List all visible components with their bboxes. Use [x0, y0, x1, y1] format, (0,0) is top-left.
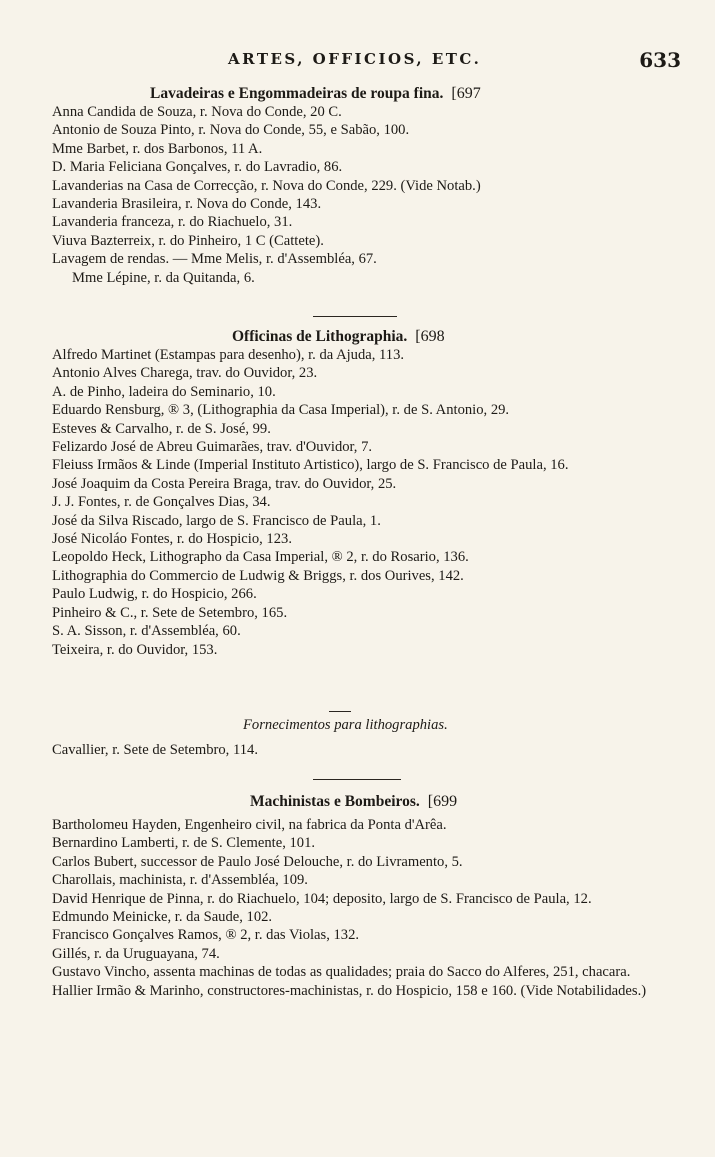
section-divider — [313, 779, 401, 780]
section-ref: [699 — [427, 793, 458, 810]
section-machinistas — [0, 792, 715, 1000]
section-title: Officinas de Lithographia. — [232, 328, 408, 345]
list-entry: José da Silva Riscado, largo de S. Francisco de Paula, 1. — [52, 512, 381, 529]
list-entry: José Joaquim da Costa Pereira Braga, trav. do Ouvidor, 25. — [52, 475, 397, 492]
list-entry: Esteves & Carvalho, r. de S. José, 99. — [52, 420, 271, 437]
list-entry: Francisco Gonçalves Ramos, ® 2, r. das Violas, 132. — [52, 927, 360, 944]
section-heading — [0, 327, 715, 346]
list-entry: Mme Barbet, r. dos Barbonos, 11 A. — [52, 140, 263, 157]
list-entry: Edmundo Meinicke, r. da Saude, 102. — [52, 909, 273, 926]
section-ref: [697 — [451, 85, 481, 102]
list-entry: Lithographia do Commercio de Ludwig & Briggs, r. dos Ourives, 142. — [52, 567, 464, 584]
list-entry: Antonio de Souza Pinto, r. Nova do Conde, 55, e Sabão, 100. — [52, 122, 410, 139]
list-entry: Carlos Bubert, successor de Paulo José Delouche, r. do Livramento, 5. — [52, 853, 463, 870]
list-entry: J. J. Fontes, r. de Gonçalves Dias, 34. — [52, 494, 271, 511]
list-entry: Charollais, machinista, r. d'Assembléa, 109. — [52, 872, 308, 889]
section-heading — [0, 792, 715, 811]
list-entry: Bartholomeu Hayden, Engenheiro civil, na fabrica da Ponta d'Arêa. — [52, 817, 447, 833]
section-title: Machinistas e Bombeiros. — [250, 793, 420, 810]
list-entry: Fleiuss Irmãos & Linde (Imperial Instituto Artistico), largo de S. Francisco de Paula, 16. — [52, 457, 569, 474]
section-ref: [698 — [415, 328, 445, 345]
list-entry: Lavanderia franceza, r. do Riachuelo, 31. — [52, 214, 293, 231]
list-entry: Mme Lépine, r. da Quitanda, 6. — [72, 269, 255, 286]
list-entry: Eduardo Rensburg, ® 3, (Lithographia da Casa Imperial), r. de S. Antonio, 29. — [52, 402, 510, 419]
list-entry: S. A. Sisson, r. d'Assembléa, 60. — [52, 623, 241, 640]
list-entry: Lavagem de rendas. — Mme Melis, r. d'Assembléa, 67. — [52, 251, 377, 268]
list-entry: Felizardo José de Abreu Guimarães, trav. d'Ouvidor, 7. — [52, 439, 373, 456]
list-entry: José Nicoláo Fontes, r. do Hospicio, 123. — [52, 531, 292, 548]
sub-heading: Fornecimentos para lithographias. — [243, 717, 448, 733]
list-entry: Lavanderia Brasileira, r. Nova do Conde, 143. — [52, 196, 322, 213]
list-entry: Alfredo Martinet (Estampas para desenho), r. da Ajuda, 113. — [52, 347, 405, 363]
list-entry: Leopoldo Heck, Lithographo da Casa Imperial, ® 2, r. do Rosario, 136. — [52, 549, 469, 566]
list-entry: Bernardino Lamberti, r. de S. Clemente, 101. — [52, 835, 316, 852]
section-title: Lavadeiras e Engommadeiras de roupa fina. — [150, 85, 444, 102]
sub-divider — [329, 711, 351, 712]
sub-section-fornecimentos — [0, 715, 715, 759]
section-divider — [313, 316, 397, 317]
list-entry: Paulo Ludwig, r. do Hospicio, 266. — [52, 586, 257, 603]
running-header — [0, 50, 715, 72]
list-entry: Cavallier, r. Sete de Setembro, 114. — [52, 742, 258, 758]
list-entry: A. de Pinho, ladeira do Seminario, 10. — [52, 383, 276, 400]
list-entry: Viuva Bazterreix, r. do Pinheiro, 1 C (Cattete). — [52, 232, 324, 249]
list-entry: Pinheiro & C., r. Sete de Setembro, 165. — [52, 604, 288, 621]
list-entry: Lavanderias na Casa de Correcção, r. Nova do Conde, 229. (Vide Notab.) — [52, 177, 481, 194]
section-lithographia — [0, 327, 715, 659]
section-heading — [0, 84, 715, 103]
running-title: ARTES, OFFICIOS, ETC. — [228, 50, 482, 68]
list-entry: Antonio Alves Charega, trav. do Ouvidor, 23. — [52, 365, 318, 382]
page-number: 633 — [639, 48, 681, 72]
section-lavadeiras — [0, 84, 715, 287]
list-entry: Teixeira, r. do Ouvidor, 153. — [52, 641, 218, 658]
list-entry: Gustavo Vincho, assenta machinas de todas as qualidades; praia do Sacco do Alferes, 251, chacara. — [52, 964, 631, 981]
list-entry: Anna Candida de Souza, r. Nova do Conde, 20 C. — [52, 104, 342, 120]
list-entry: D. Maria Feliciana Gonçalves, r. do Lavradio, 86. — [52, 159, 343, 176]
list-entry: Hallier Irmão & Marinho, constructores-machinistas, r. do Hospicio, 158 e 160. (Vide Notabilidades.) — [52, 982, 647, 999]
list-entry: Gillés, r. da Uruguayana, 74. — [52, 945, 220, 962]
list-entry: David Henrique de Pinna, r. do Riachuelo, 104; deposito, largo de S. Francisco de Paula, 12. — [52, 890, 592, 907]
